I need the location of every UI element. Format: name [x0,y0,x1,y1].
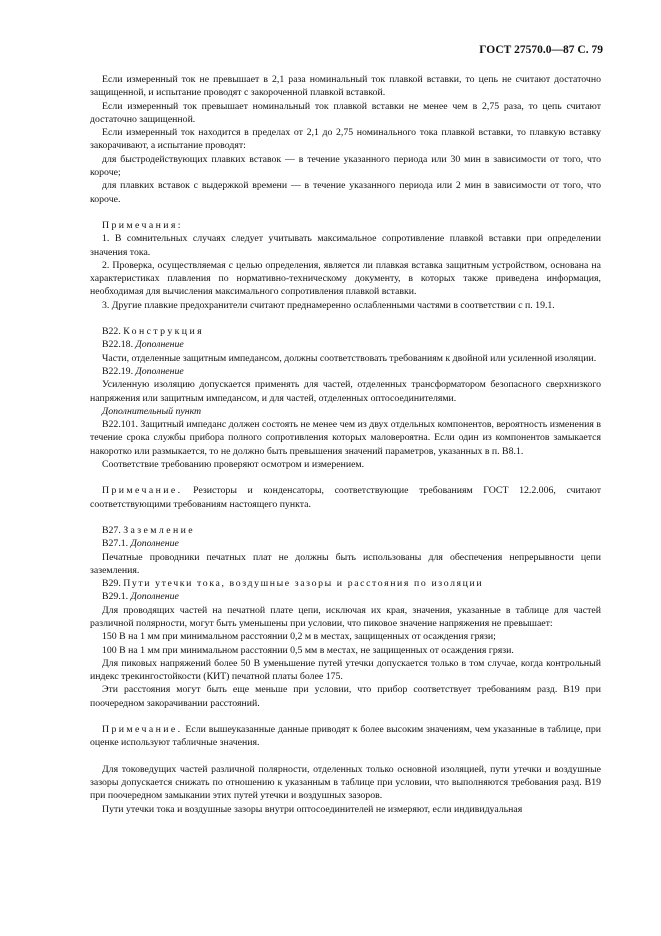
note-paragraph: Примечание. Резисторы и конденсаторы, соответствующие требованиям ГОСТ 12.2.006, считают соответствующими требованиям настоящего пункта. [90,485,601,510]
document-page [90,43,601,816]
section-heading-b29: B29. Пути утечки тока, воздушные зазоры и расстояния по изоляции [102,578,484,590]
paragraph: Для проводящих частей на печатной плате цепи, исключая их края, значения, указанные в таблице для частей различной полярности, могут быть уменьшены при условии, что пиковое значение напряжения не превышает: [90,604,601,629]
paragraph: Если измеренный ток находится в пределах от 2,1 до 2,75 номинального тока плавкой вставки, то плавкую вставку закорачивают, а испытание проводят: [90,127,601,152]
paragraph: 150 В на 1 мм при минимальном расстоянии 0,2 м в местах, защищенных от осаждения грязи; [102,631,496,643]
paragraph: Если измеренный ток превышает номинальный ток плавкой вставки не менее чем в 2,75 раза, то цепь считают достаточно защищенной. [90,100,601,125]
paragraph: Для пиковых напряжений более 50 В уменьшение путей утечки допускается только в том случае, когда контрольный индекс трекингостойкости (КИТ) печатной платы более 175. [90,657,601,683]
paragraph: B22.101. Защитный импеданс должен состоять не менее чем из двух отдельных компонентов, вероятность изменения в течение срока службы прибора полного сопротивления которых маловероятна. Если один из компонентов замыкается накоротко или размыкается, то не должно быть превышения значений параметров, указанных в п. B8.1. [90,419,601,457]
paragraph: 100 В на 1 мм при минимальном расстоянии 0,5 мм в местах, не защищенных от осаждения грязи. [102,644,514,656]
paragraph: для быстродействующих плавких вставок — в течение указанного периода или 30 мин в зависимости от того, что короче; [90,153,601,179]
paragraph: Усиленную изоляцию допускается применять для частей, отделенных трансформатором безопасного сверхнизкого напряжения или защитным импедансом, и для частей, отделенных оптосоединителями. [90,379,601,404]
notes-title: Примечания: [102,219,183,231]
note-paragraph: Примечание. Если вышеуказанные данные приводят к более высоким значениям, чем указанные в таблице, при оценке используют табличные значения. [90,724,602,749]
clause-heading: B22.19. Дополнение [102,365,184,377]
page-header: ГОСТ 27570.0—87 С. 79 [479,44,603,56]
note-item: 2. Проверка, осуществляемая с целью определения, является ли плавкая вставка защитным устройством, основана на характеристиках плавления по нормативно-техническому документу, в которых также приведена информация, необходимая для вычисления максимального сопротивления плавкой вставки. [90,259,601,298]
clause-heading: B22.18. Дополнение [102,339,184,351]
paragraph: для плавких вставок с выдержкой времени — в течение указанного периода или 2 мин в зависимости от того, что короче. [90,180,601,205]
paragraph: Пути утечки тока и воздушные зазоры внутри оптосоединителей не измеряют, если индивидуальная [102,803,523,815]
extra-clause-label: Дополнительный пункт [102,405,202,417]
clause-heading: B27.1. Дополнение [102,538,179,550]
clause-heading: B29.1. Дополнение [102,591,179,603]
paragraph: Печатные проводники печатных плат не должны быть использованы для обеспечения непрерывности цепи заземления. [90,551,601,576]
paragraph: Соответствие требованию проверяют осмотром и измерением. [102,459,365,471]
paragraph: Эти расстояния могут быть еще меньше при условии, что прибор соответствует требованиям разд. B19 при поочередном закорачивании расстояний. [90,684,601,709]
note-item: 3. Другие плавкие предохранители считают преднамеренно ослабленными частями в соответствии с п. 19.1. [102,299,555,311]
paragraph: Если измеренный ток не превышает в 2,1 раза номинальный ток плавкой вставки, то цепь не считают достаточно защищенной, и испытание проводят с закороченной плавкой вставкой. [90,74,601,99]
note-item: 1. В сомнительных случаях следует учитывать максимальное сопротивление плавкой вставки при определении значения тока. [90,233,601,258]
paragraph: Части, отделенные защитным импедансом, должны соответствовать требованиям к двойной или усиленной изоляции. [102,352,597,364]
section-heading-b27: B27. Заземление [102,524,195,536]
section-heading-b22: B22. Конструкция [102,326,204,338]
paragraph: Для токоведущих частей различной полярности, отделенных только основной изоляцией, пути утечки и воздушные зазоры допускается снижать по отношению к указанным в таблице при условии, что выполняются требования разд. B19 при поочередном замыкании этих путей утечки и воздушных зазоров. [90,763,601,802]
